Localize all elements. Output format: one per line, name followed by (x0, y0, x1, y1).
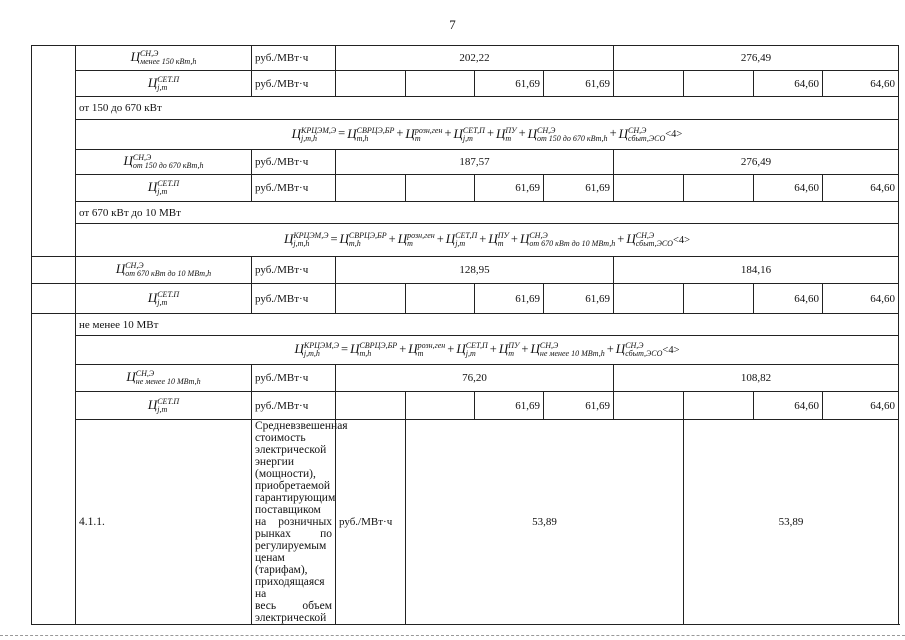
table-row (32, 224, 899, 257)
math-symbol (350, 342, 397, 358)
symbol-subscript: m (508, 349, 515, 358)
math-symbol (454, 127, 485, 143)
symbol-superscript: СН,Э (139, 49, 159, 58)
symbol-superscript: СЕТ,П (462, 125, 485, 135)
symbol-base: Ц (147, 178, 158, 194)
plus-sign: + (609, 126, 617, 141)
symbol-indices (505, 127, 516, 143)
symbol-subscript: от 150 до 670 кВт,h (132, 161, 204, 170)
math-symbol (488, 232, 509, 248)
table-row (32, 392, 899, 420)
value-cell: 64,60 (823, 392, 899, 420)
symbol-base: Ц (115, 260, 126, 276)
symbol-subscript: от 670 кВт до 10 МВт,h (529, 239, 616, 248)
symbol-subscript: от 150 до 670 кВт,h (537, 133, 608, 143)
symbol-indices (407, 232, 435, 248)
value-cell: 61,69 (544, 71, 614, 97)
symbol-superscript: СН,Э (529, 231, 548, 240)
value-cell: 61,69 (544, 284, 614, 314)
symbol-superscript: СН,Э (132, 153, 152, 162)
unit-cell: руб./МВт·ч (252, 365, 336, 392)
symbol-superscript: ПУ (508, 341, 520, 350)
value-cell: 276,49 (614, 150, 899, 175)
table-row (32, 365, 899, 392)
math-symbol (284, 232, 329, 248)
value-cell: 64,60 (754, 284, 823, 314)
value-cell: 61,69 (475, 284, 544, 314)
symbol-indices (625, 342, 662, 358)
symbol-superscript: розн,ген (407, 231, 435, 240)
value-cell (614, 175, 684, 202)
symbol-superscript: СЕТ,П (455, 231, 478, 240)
math-symbol (131, 50, 197, 66)
symbol-superscript: СН,Э (135, 369, 155, 378)
value-cell: 276,49 (614, 46, 899, 71)
symbol-indices (157, 76, 179, 92)
plus-sign: + (447, 341, 455, 356)
table-row (32, 46, 899, 71)
value-cell: 64,60 (823, 71, 899, 97)
symbol-base: Ц (350, 340, 360, 356)
value-cell: 108,82 (614, 365, 899, 392)
math-symbol (347, 127, 394, 143)
symbol-subscript: менее 150 кВт,h (139, 57, 197, 66)
table-row (32, 97, 899, 120)
value-cell (684, 392, 754, 420)
plus-sign: + (444, 126, 452, 141)
math-symbol (528, 127, 608, 143)
value-cell (336, 392, 406, 420)
symbol-superscript: СВРЦЭ,БР (356, 125, 395, 135)
symbol-cell (76, 71, 252, 97)
symbol-indices (529, 232, 615, 248)
symbol-subscript: m (414, 133, 421, 143)
symbol-subscript: сбыт,ЭСО (628, 133, 666, 143)
symbol-subscript: сбыт,ЭСО (625, 349, 663, 358)
math-symbol (496, 127, 517, 143)
symbol-subscript: m,h (359, 349, 372, 358)
symbol-subscript: m,h (348, 239, 361, 248)
symbol-superscript: ПУ (505, 125, 517, 135)
plus-sign: + (521, 341, 529, 356)
symbol-subscript: j,m,h (303, 349, 320, 358)
math-symbol (294, 342, 339, 358)
item-number-cell (32, 314, 76, 625)
value-cell (614, 392, 684, 420)
symbol-superscript: КРЦЭМ,Э (301, 125, 337, 135)
symbol-indices (636, 232, 673, 248)
symbol-superscript: СВРЦЭ,БР (359, 341, 398, 350)
value-cell: 64,60 (754, 175, 823, 202)
value-cell: 128,95 (336, 257, 614, 284)
symbol-base: Ц (347, 125, 357, 141)
symbol-base: Ц (147, 74, 158, 90)
symbol-indices (357, 127, 395, 143)
value-cell (336, 71, 406, 97)
value-cell (336, 175, 406, 202)
unit-cell: руб./МВт·ч (252, 71, 336, 97)
section-title: от 150 до 670 кВт (76, 97, 899, 120)
value-cell: 202,22 (336, 46, 614, 71)
symbol-superscript: СН,Э (125, 261, 144, 270)
unit-cell: руб./МВт·ч (252, 46, 336, 71)
unit-cell: руб./МВт·ч (252, 392, 336, 420)
math-symbol (626, 232, 673, 248)
item-description: Средневзвешенная стоимость электрической энергии (мощности), приобретаемой гарантирующим поставщиком на розничных рынках по регулируемым ценам (тарифам), приходящаяся на весь объем электрической (252, 420, 336, 625)
symbol-subscript: j,m (157, 82, 168, 92)
symbol-subscript: m (497, 239, 504, 248)
symbol-cell (76, 284, 252, 314)
math-symbol (405, 127, 442, 143)
symbol-superscript: КРЦЭМ,Э (293, 231, 329, 240)
symbol-base: Ц (339, 230, 349, 246)
item-number: 4.1.1. (76, 420, 252, 625)
math-symbol (124, 154, 204, 170)
symbol-base: Ц (147, 289, 158, 305)
symbol-indices (418, 342, 446, 358)
value-cell (336, 284, 406, 314)
symbol-base: Ц (445, 230, 456, 246)
table-row (32, 257, 899, 284)
symbol-base: Ц (126, 368, 136, 384)
value-cell: 53,89 (684, 420, 899, 625)
item-number-cell (32, 284, 76, 314)
symbol-base: Ц (397, 230, 408, 246)
symbol-base: Ц (123, 152, 133, 168)
value-cell: 76,20 (336, 365, 614, 392)
symbol-base: Ц (405, 125, 415, 141)
table-row (32, 202, 899, 224)
symbol-base: Ц (453, 125, 463, 141)
symbol-subscript: m (407, 239, 413, 248)
unit-cell: руб./МВт·ч (252, 284, 336, 314)
unit-cell: руб./МВт·ч (252, 175, 336, 202)
symbol-cell (76, 46, 252, 71)
formula (291, 125, 683, 143)
math-symbol (292, 127, 337, 143)
symbol-base: Ц (294, 340, 304, 356)
plus-sign: + (396, 126, 404, 141)
symbol-indices (349, 232, 387, 248)
symbol-cell (76, 257, 252, 284)
plus-sign: + (510, 231, 518, 246)
math-symbol (116, 262, 211, 278)
symbol-subscript: j,m (462, 133, 473, 143)
symbol-base: Ц (615, 340, 626, 356)
symbol-superscript: СН,Э (628, 125, 647, 135)
page-number: 7 (449, 17, 456, 32)
symbol-indices (133, 154, 204, 170)
section-title: от 670 кВт до 10 МВт (76, 202, 899, 224)
symbol-superscript: СЕТ.П (157, 289, 180, 299)
symbol-base: Ц (408, 340, 418, 356)
equals-sign: = (341, 341, 349, 356)
plus-sign: + (399, 341, 407, 356)
math-symbol (408, 342, 445, 358)
symbol-indices (140, 50, 196, 66)
math-symbol (530, 342, 604, 358)
symbol-indices (301, 127, 336, 143)
value-cell: 64,60 (754, 71, 823, 97)
symbol-superscript: СН,Э (625, 341, 644, 350)
formula-cell (76, 336, 899, 365)
math-symbol (616, 342, 663, 358)
symbol-indices (498, 232, 509, 248)
symbol-indices (157, 398, 179, 414)
symbol-superscript: СН,Э (539, 341, 559, 350)
symbol-superscript: ПУ (497, 231, 509, 240)
value-cell: 64,60 (754, 392, 823, 420)
symbol-subscript: сбыт,ЭСО (635, 239, 673, 248)
symbol-base: Ц (527, 125, 538, 141)
table-row (32, 71, 899, 97)
math-symbol (398, 232, 435, 248)
symbol-subscript: j,m (455, 239, 466, 248)
value-cell: 61,69 (475, 175, 544, 202)
symbol-superscript: СЕТ,П (465, 341, 488, 350)
math-symbol (446, 232, 477, 248)
symbol-indices (136, 370, 201, 386)
value-cell: 187,57 (336, 150, 614, 175)
unit-cell: руб./МВт·ч (252, 150, 336, 175)
value-cell (684, 71, 754, 97)
symbol-indices (628, 127, 665, 143)
table-row (32, 150, 899, 175)
symbol-subscript: m,h (356, 133, 369, 143)
symbol-indices (455, 232, 477, 248)
table-row (32, 175, 899, 202)
unit-cell: руб./МВт·ч (336, 420, 406, 625)
symbol-indices (293, 232, 328, 248)
plus-sign: + (479, 231, 487, 246)
symbol-indices (157, 180, 179, 196)
math-symbol (148, 291, 179, 307)
plus-sign: + (489, 341, 497, 356)
plus-sign: + (518, 126, 526, 141)
value-cell: 61,69 (475, 71, 544, 97)
symbol-subscript: j,m (157, 404, 168, 414)
symbol-base: Ц (283, 230, 294, 246)
symbol-subscript: m (417, 349, 424, 358)
tariff-table (31, 45, 899, 625)
value-cell (614, 284, 684, 314)
section-title: не менее 10 МВт (76, 314, 899, 336)
symbol-superscript: розн,ген (417, 341, 446, 350)
unit-cell: руб./МВт·ч (252, 257, 336, 284)
symbol-indices (463, 127, 485, 143)
table-row (32, 284, 899, 314)
value-cell: 61,69 (475, 392, 544, 420)
math-symbol (148, 180, 179, 196)
footnote-ref: <4> (662, 344, 680, 356)
symbol-base: Ц (291, 125, 302, 141)
symbol-base: Ц (147, 396, 158, 412)
table-row (32, 120, 899, 150)
symbol-indices (540, 342, 605, 358)
symbol-superscript: СЕТ.П (157, 179, 180, 188)
symbol-subscript: j,m (157, 297, 168, 307)
symbol-base: Ц (530, 340, 540, 356)
symbol-subscript: j,m (157, 187, 168, 196)
value-cell: 53,89 (406, 420, 684, 625)
formula-cell (76, 120, 899, 150)
formula (294, 342, 679, 356)
symbol-indices (359, 342, 397, 358)
symbol-base: Ц (618, 125, 629, 141)
formula-cell (76, 224, 899, 257)
math-symbol (148, 76, 179, 92)
symbol-base: Ц (456, 340, 466, 356)
symbol-superscript: СЕТ.П (157, 396, 180, 406)
symbol-subscript: j,m,h (301, 133, 318, 143)
math-symbol (456, 342, 487, 358)
symbol-base: Ц (496, 125, 506, 141)
symbol-superscript: СН,Э (635, 231, 655, 240)
value-cell (614, 71, 684, 97)
table-row (32, 314, 899, 336)
symbol-base: Ц (488, 230, 498, 246)
item-number-cell (32, 257, 76, 284)
value-cell (406, 175, 475, 202)
page-bottom-divider (0, 635, 905, 636)
value-cell (406, 71, 475, 97)
value-cell: 64,60 (823, 284, 899, 314)
value-cell: 61,69 (544, 175, 614, 202)
symbol-cell (76, 150, 252, 175)
symbol-indices (157, 291, 179, 307)
plus-sign: + (388, 231, 396, 246)
symbol-base: Ц (626, 230, 636, 246)
value-cell: 64,60 (823, 175, 899, 202)
plus-sign: + (486, 126, 495, 141)
symbol-cell (76, 175, 252, 202)
math-symbol (148, 398, 179, 414)
symbol-superscript: КРЦЭМ,Э (303, 341, 339, 350)
math-symbol (340, 232, 387, 248)
plus-sign: + (436, 231, 444, 246)
value-cell (406, 392, 475, 420)
symbol-superscript: розн,ген (414, 125, 443, 135)
symbol-indices (304, 342, 339, 358)
math-symbol (619, 127, 666, 143)
symbol-subscript: не менее 10 МВт,h (539, 349, 605, 358)
value-cell: 184,16 (614, 257, 899, 284)
footnote-ref: <4> (672, 234, 691, 246)
symbol-indices (466, 342, 488, 358)
symbol-base: Ц (519, 230, 530, 246)
footnote-ref: <4> (665, 129, 683, 141)
value-cell (684, 284, 754, 314)
symbol-subscript: j,m (465, 349, 476, 358)
math-symbol (499, 342, 520, 358)
symbol-indices (415, 127, 443, 143)
plus-sign: + (606, 341, 614, 356)
formula (284, 232, 690, 246)
symbol-subscript: от 670 кВт до 10 МВт,h (125, 269, 212, 278)
table-row (32, 420, 899, 625)
math-symbol (520, 232, 615, 248)
symbol-superscript: СН,Э (537, 125, 556, 135)
symbol-superscript: СЕТ.П (157, 74, 180, 84)
equals-sign: = (330, 231, 338, 246)
value-cell: 61,69 (544, 392, 614, 420)
symbol-cell (76, 392, 252, 420)
symbol-indices (537, 127, 608, 143)
symbol-subscript: не менее 10 МВт,h (135, 377, 201, 386)
symbol-indices (125, 262, 211, 278)
symbol-indices (508, 342, 519, 358)
item-number-cell (32, 46, 76, 257)
table-row (32, 336, 899, 365)
equals-sign: = (338, 126, 346, 141)
value-cell (406, 284, 475, 314)
math-symbol (126, 370, 200, 386)
symbol-base: Ц (498, 340, 509, 356)
symbol-cell (76, 365, 252, 392)
symbol-superscript: СВРЦЭ,БР (348, 231, 387, 240)
symbol-subscript: m (505, 133, 512, 143)
symbol-base: Ц (130, 48, 140, 64)
value-cell (684, 175, 754, 202)
plus-sign: + (617, 231, 625, 246)
symbol-subscript: j,m,h (293, 239, 310, 248)
